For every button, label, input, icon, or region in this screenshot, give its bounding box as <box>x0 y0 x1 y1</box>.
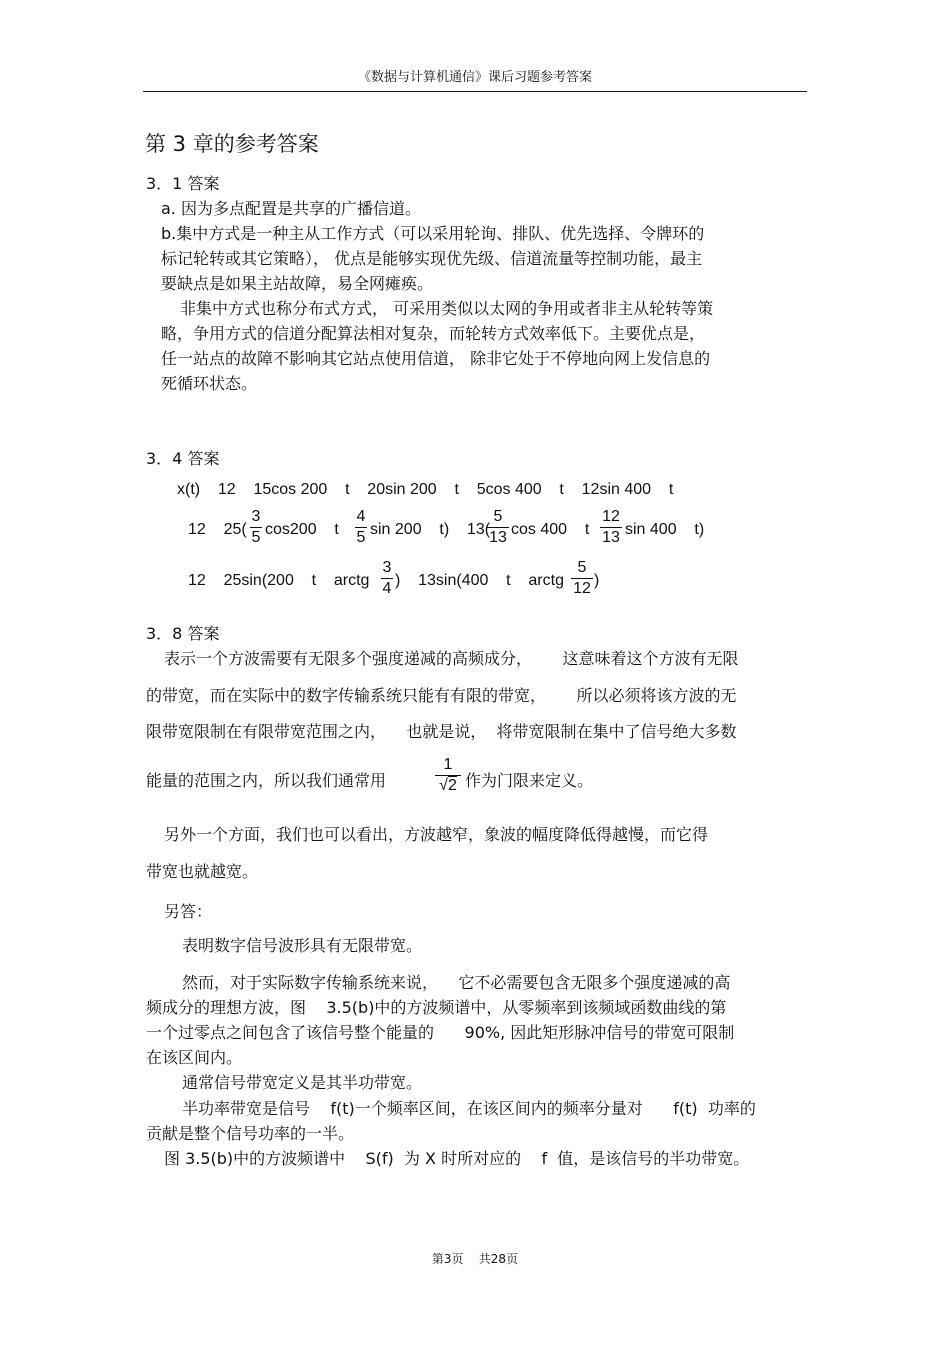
q38-alt-line-3: 频成分的理想方波，图 3.5(b)中的方波频谱中，从零频率到该频域函数曲线的第 <box>146 998 727 1017</box>
fraction-denominator: 12 <box>573 580 591 597</box>
q38-alt-line-8: 贡献是整个信号功率的一半。 <box>146 1124 355 1143</box>
fraction-numerator: 1 <box>443 756 453 773</box>
q34-eq3-fraction-2 <box>571 559 593 598</box>
q31-line-b3: 要缺点是如果主站故障，易全网瘫痪。 <box>161 274 434 293</box>
q34-eq3-lead: 12 25sin(200 t arctg <box>188 572 370 589</box>
q38-para-4a: 能量的范围之内，所以我们通常用 <box>146 771 387 790</box>
q31-line-c4: 死循环状态。 <box>161 374 258 393</box>
fraction-denominator: 13 <box>489 529 507 546</box>
q31-line-c3: 任一站点的故障不影响其它站点使用信道， 除非它处于不停地向网上发信息的 <box>161 349 711 368</box>
fraction-numerator: 4 <box>356 508 366 525</box>
sqrt-icon: √ <box>439 777 448 794</box>
fraction-numerator: 5 <box>493 508 503 525</box>
running-header: 《数据与计算机通信》课后习题参考答案 <box>357 70 592 85</box>
q31-line-b1: b.集中方式是一种主从工作方式（可以采用轮询、排队、优先选择、令牌环的 <box>161 224 705 243</box>
q34-equation-1: x(t) 12 15cos 200 t 20sin 200 t 5cos 400 t 12sin 400 t <box>177 481 674 498</box>
q38-alt-label: 另答： <box>164 902 213 921</box>
q34-eq2-lead: 12 25( <box>188 521 247 538</box>
q38-alt-line-7: 半功率带宽是信号 f(t)一个频率区间，在该区间内的频率分量对 f(t) 功率的 <box>182 1099 756 1118</box>
q34-label: 3．4 答案 <box>146 449 220 468</box>
q34-eq2-mid1: cos200 t <box>265 521 339 538</box>
q31-line-c2: 略，争用方式的信道分配算法相对复杂，而轮转方式效率低下。主要优点是， <box>161 324 706 343</box>
one-over-root-two <box>435 756 461 795</box>
q34-eq2-fraction-3 <box>487 508 509 547</box>
q34-eq3-mid: ) 13sin(400 t arctg <box>395 572 564 589</box>
q31-line-c1: 非集中方式也称分布式方式， 可采用类似以太网的争用或者非主从轮转等策 <box>180 299 714 318</box>
fraction-numerator: 12 <box>602 508 620 525</box>
q38-para-6: 带宽也就越宽。 <box>146 862 259 881</box>
q38-para-4b: 作为门限来定义。 <box>465 771 594 790</box>
fraction-denominator: 4 <box>382 580 392 597</box>
chapter-title: 第 3 章的参考答案 <box>145 132 319 156</box>
q38-alt-line-6: 通常信号带宽定义是其半功带宽。 <box>182 1073 423 1092</box>
q31-line-b2: 标记轮转或其它策略）， 优点是能够实现优先级、信道流量等控制功能，最主 <box>161 249 703 268</box>
q34-eq2-fraction-2 <box>355 508 367 547</box>
q38-para-3: 限带宽限制在有限带宽范围之内， 也就是说， 将带宽限制在集中了信号绝大多数 <box>146 722 737 741</box>
sqrt-expression: √2 <box>439 777 457 794</box>
fraction-denominator: 5 <box>251 529 261 546</box>
q38-alt-line-2: 然而，对于实际数字传输系统来说， 它不必需要包含无限多个强度递减的高 <box>182 973 731 992</box>
fraction-denominator: 5 <box>356 529 366 546</box>
q38-label: 3．8 答案 <box>146 624 220 643</box>
page-footer: 第3页 共28页 <box>431 1252 519 1266</box>
q34-eq2-tail: sin 400 t) <box>625 521 705 538</box>
q34-eq3-tail: ) <box>594 572 600 589</box>
q38-para-1: 表示一个方波需要有无限多个强度递减的高频成分， 这意味着这个方波有无限 <box>164 649 739 668</box>
q31-label: 3．1 答案 <box>146 174 220 193</box>
fraction-numerator: 3 <box>251 508 261 525</box>
q38-alt-line-9: 图 3.5(b)中的方波频谱中 S(f) 为 X 时所对应的 f 值，是该信号的半功带宽。 <box>164 1149 750 1168</box>
q34-eq3-fraction-1 <box>381 559 393 598</box>
q34-eq2-mid3: cos 400 t <box>511 521 590 538</box>
q31-line-a: a. 因为多点配置是共享的广播信道。 <box>161 199 421 218</box>
fraction-numerator: 3 <box>382 559 392 576</box>
q38-alt-line-4: 一个过零点之间包含了该信号整个能量的 90%, 因此矩形脉冲信号的带宽可限制 <box>146 1023 735 1042</box>
q34-eq2-fraction-4 <box>600 508 622 547</box>
fraction-denominator: 13 <box>602 529 620 546</box>
header-rule <box>143 91 807 92</box>
q38-alt-line-1: 表明数字信号波形具有无限带宽。 <box>182 936 423 955</box>
q34-eq2-mid2: sin 200 t) 13( <box>370 521 491 538</box>
q34-eq2-fraction-1 <box>250 508 262 547</box>
q38-para-5: 另外一个方面，我们也可以看出，方波越窄，象波的幅度降低得越慢，而它得 <box>164 825 709 844</box>
q38-para-2: 的带宽，而在实际中的数字传输系统只能有有限的带宽， 所以必须将该方波的无 <box>146 686 737 705</box>
fraction-numerator: 5 <box>577 559 587 576</box>
q38-alt-line-5: 在该区间内。 <box>146 1048 243 1067</box>
